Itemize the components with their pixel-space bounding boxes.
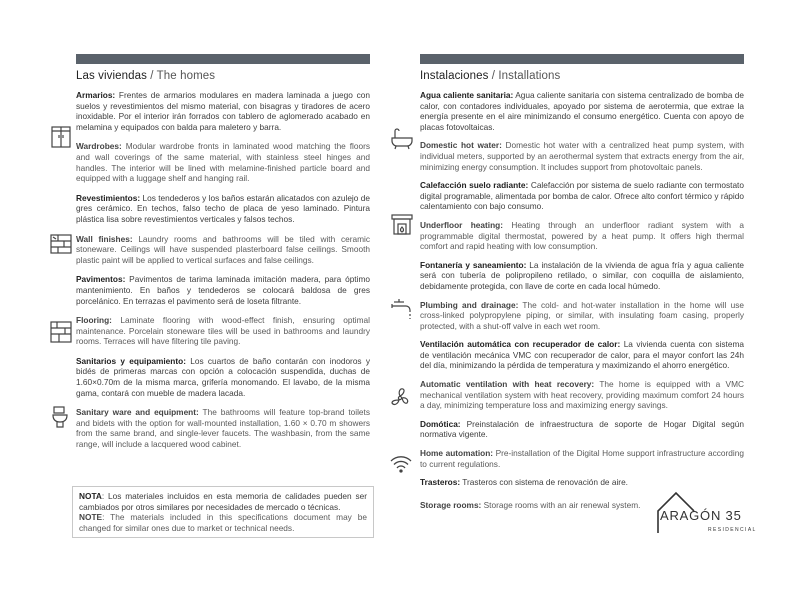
armarios-es — [76, 90, 370, 132]
vent-es — [420, 339, 744, 371]
logo-subtitle: RESIDENCIAL — [708, 527, 757, 533]
text: : The materials included in this specifications document may be changed for similar ones due to market or technical needs. — [79, 512, 367, 533]
title-en: Installations — [498, 70, 561, 82]
text: Frentes de armarios modulares en madera laminada a juego con suelos y revestimientos del mismo material, con bisagras y tiradores de acero inoxidable. Por el interior irán forrados con tablero de aglomerado acabado en melamina y equipados con balda para maletero y barra. — [76, 90, 370, 132]
left-section-title — [76, 70, 370, 82]
vent-en — [420, 379, 744, 411]
text: La instalación de la vivienda de agua fría y agua caliente será con tubería de polipropileno retilado, o similar, con coquilla de aislamiento, debidamente protegida, con llave de corte en cada local húmedo. — [420, 259, 745, 291]
label: Fontanería y saneamiento: — [420, 259, 527, 270]
note-en — [79, 512, 367, 533]
pav-es — [76, 274, 370, 306]
label: Underfloor heating: — [420, 219, 503, 230]
label: Pavimentos: — [76, 274, 126, 285]
text: The home is equipped with a VMC mechanical ventilation system with heat recovery, providing maximum comfort 24 hours a day, minimizing temperature loss and maximizing energy savings. — [420, 379, 744, 411]
text: Laminate flooring with wood-effect finish, ensuring optimal maintenance. Porcelain stoneware tiles will be used in bathrooms and laundry rooms. Terraces will have filtering tile paving. — [76, 315, 370, 347]
flooring-icon — [49, 320, 73, 344]
right-section-title — [420, 70, 744, 82]
walls-en — [76, 234, 370, 266]
title-separator: / — [146, 70, 157, 82]
label: Revestimientos: — [76, 192, 141, 203]
font-es — [420, 260, 744, 292]
text: Agua caliente sanitaria con sistema centralizado de bomba de calor, con contadores individuales, apoyado por sistema de aerotermia, que extrae la energía presente en el aire minimizando el consumo energético. Cuenta con apoyo de placas fotovoltaicas. — [420, 90, 744, 132]
note-es — [79, 491, 367, 512]
text: The bathrooms will feature top-brand toilets and bidets with the option for wall-mounted installation, 1.60 × 0.70 m showers from the same brand, and single-lever faucets. The washbasin, from the same range, will include a lacquered wood cabinet. — [76, 407, 370, 450]
label: Sanitarios y equipamiento: — [76, 355, 186, 366]
label: Sanitary ware and equipment: — [76, 407, 199, 418]
revest-es — [76, 193, 370, 225]
label: Ventilación automática con recuperador de calor: — [420, 339, 621, 350]
label: NOTE — [79, 512, 103, 523]
agua-es — [420, 90, 744, 132]
text: Trasteros con sistema de renovación de aire. — [460, 477, 628, 488]
plumb-en — [420, 300, 744, 332]
wardrobes-en — [76, 141, 370, 183]
label: Armarios: — [76, 90, 116, 100]
logo-name: ARAGÓN 35 — [660, 508, 742, 523]
text: Calefacción por sistema de suelo radiante con termostato digital programable, alimentada por bomba de calor. Ofrece alto confort térmico y rápido calentamiento con bajo consumo. — [420, 180, 744, 212]
label: Domótica: — [420, 418, 461, 429]
text: Storage rooms with an air renewal system. — [481, 499, 641, 510]
label: Wardrobes: — [76, 141, 122, 152]
san-es — [76, 356, 370, 398]
text: Los tendederos y los baños estarán alicatados con azulejo de gres cerámico. En techos, falso techo de placa de yeso laminado. Pintura plástica lisa sobre revestimientos verticales y falsos techos. — [76, 192, 370, 224]
text: Preinstalación de infraestructura de soporte de Hogar Digital según normativa vigente. — [420, 418, 744, 440]
stor-en — [420, 500, 650, 511]
text: Pavimentos de tarima laminada imitación madera, para óptimo mantenimiento. En baños y tendederos se colocará baldosa de gres porcelánico. En terrazas el pavimento será de loseta filtrante. — [76, 274, 370, 306]
title-separator: / — [488, 70, 499, 82]
label: NOTA — [79, 491, 102, 501]
text: The cold- and hot-water installation in the home will use cross-linked polypropylene piping, or similar, with insulating foam casing, properly protected, with a shut-off valve in each wet room. — [420, 299, 744, 331]
text: : Los materiales incluidos en esta memoria de calidades pueden ser cambiados por otros similares por necesidades de mercado o técnicas. — [79, 491, 367, 512]
text: Domestic hot water with a centralized heat pump system, with individual meters, supported by an aerothermal system that extracts energy from the air, minimizing energy consumption. It includes support from photovoltaic panels. — [420, 140, 745, 172]
left-column — [76, 54, 370, 450]
text: Heating through an underfloor radiant system with a programmable digital thermostat, powered by a heat pump. It offers high thermal comfort and rapid heating with low consumption. — [420, 219, 744, 252]
text: La vivienda cuenta con sistema de ventilación mecánica VMC con recuperador de calor, para el mayor confort las 24h del día, minimizando la pérdida de temperatura y maximizando el ahorro energético. — [420, 339, 744, 371]
text: Laundry rooms and bathrooms will be tiled with ceramic stoneware. Ceilings will have suspended plasterboard false ceilings. Smooth plastic paint will be applied to vertical surfaces and false ceilings. — [76, 233, 370, 265]
title-en: The homes — [156, 70, 216, 82]
toilet-icon — [49, 405, 73, 429]
label: Storage rooms: — [420, 499, 482, 510]
label: Plumbing and drainage: — [420, 299, 519, 310]
title-es: Instalaciones — [420, 70, 489, 82]
wifi-icon — [389, 452, 413, 476]
dom-es — [420, 419, 744, 440]
fireplace-icon — [390, 212, 414, 236]
wardrobe-icon — [49, 125, 73, 149]
text: Los cuartos de baño contarán con inodoros y bidés de primeras marcas con opción a colocación suspendida, duchas de 1.60×0.70m de la misma marca, grifería monomando. El lavabo, de la misma gama, contará con mueble de madera lacada. — [76, 355, 370, 398]
water-en — [420, 140, 744, 172]
floor-en — [76, 315, 370, 347]
label: Agua caliente sanitaria: — [420, 90, 514, 100]
label: Wall finishes: — [76, 233, 133, 244]
label: Flooring: — [76, 315, 112, 326]
right-header-bar — [420, 54, 744, 64]
wall-tiles-icon — [49, 232, 73, 256]
text: Modular wardrobe fronts in laminated wood matching the floors and wall coverings of the same material, with stainless steel hinges and handles. The interior will be lined with melamine-finished particle board and equipped with a luggage shelf and hanging rail. — [76, 141, 370, 184]
calef-es — [420, 180, 744, 212]
title-es: Las viviendas — [76, 70, 147, 82]
right-column — [420, 54, 744, 510]
left-header-bar — [76, 54, 370, 64]
san-en — [76, 407, 370, 449]
dom-en — [420, 448, 744, 469]
label: Trasteros: — [420, 477, 461, 488]
label: Calefacción suelo radiante: — [420, 180, 529, 191]
label: Automatic ventilation with heat recovery: — [420, 379, 595, 390]
note-box — [72, 486, 374, 538]
heat-en — [420, 220, 744, 252]
text: Pre-installation of the Digital Home support infrastructure according to current regulations. — [420, 448, 744, 469]
bathtub-icon — [390, 126, 414, 150]
label: Home automation: — [420, 448, 494, 459]
fan-icon — [388, 386, 412, 410]
faucet-icon — [390, 296, 414, 320]
label: Domestic hot water: — [420, 140, 502, 151]
tras-es — [420, 477, 650, 488]
